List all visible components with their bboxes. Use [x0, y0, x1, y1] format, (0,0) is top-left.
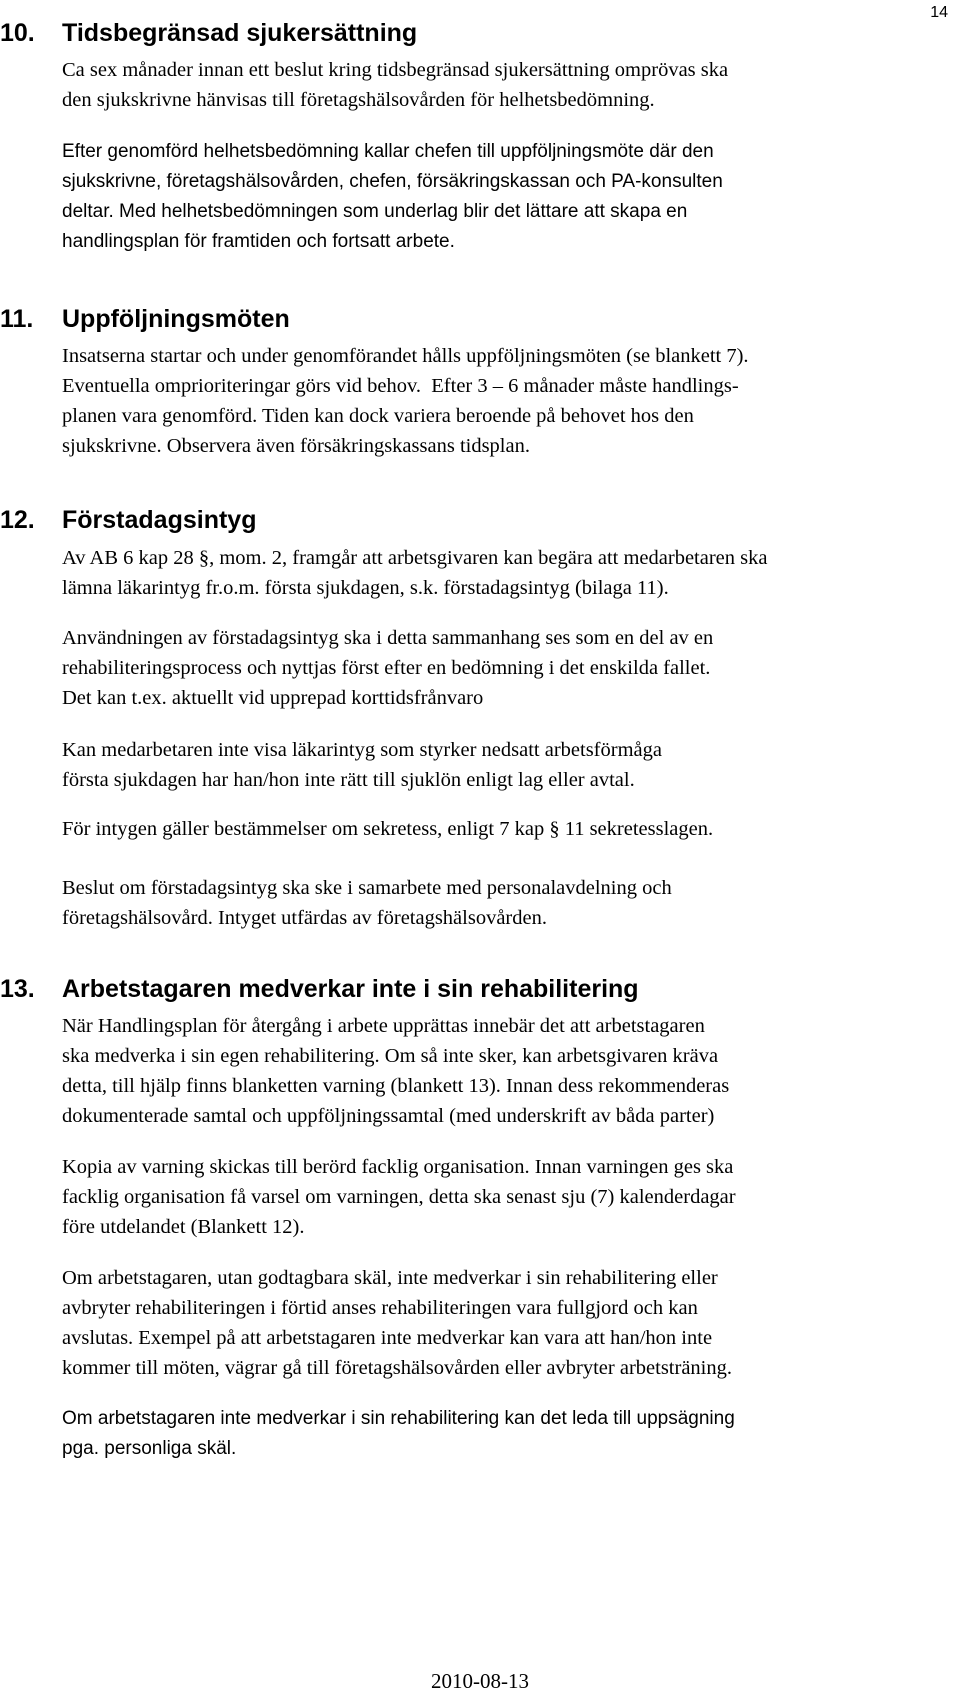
- page-number: 14: [930, 4, 948, 21]
- text-line: pga. personliga skäl.: [62, 1438, 237, 1459]
- text-line: handlingsplan för framtiden och fortsatt arbete.: [62, 231, 455, 252]
- text-line: När Handlingsplan för återgång i arbete upprättas innebär det att arbetstagaren: [62, 1015, 705, 1037]
- text-line: rehabiliteringsprocess och nyttjas först efter en bedömning i det enskilda fallet.: [62, 657, 711, 679]
- section-number: 10.: [0, 19, 35, 47]
- paragraph: [62, 623, 942, 713]
- text-line: facklig organisation få varsel om varningen, detta ska senast sju (7) kalenderdagar: [62, 1186, 736, 1208]
- section-title: Uppföljningsmöten: [62, 305, 290, 333]
- text-line: företagshälsovård. Intyget utfärdas av företagshälsovården.: [62, 907, 547, 929]
- paragraph: [62, 873, 942, 933]
- text-line: Kopia av varning skickas till berörd facklig organisation. Innan varningen ges ska: [62, 1156, 734, 1178]
- text-line: kommer till möten, vägrar gå till företagshälsovården eller avbryter arbetsträning.: [62, 1357, 732, 1379]
- paragraph: [62, 137, 942, 257]
- text-line: första sjukdagen har han/hon inte rätt till sjuklön enligt lag eller avtal.: [62, 769, 635, 791]
- paragraph: [62, 814, 942, 844]
- text-line: För intygen gäller bestämmelser om sekretess, enligt 7 kap § 11 sekretesslagen.: [62, 818, 714, 840]
- text-line: Kan medarbetaren inte visa läkarintyg som styrker nedsatt arbetsförmåga: [62, 739, 662, 761]
- text-fragment: deltar.: [62, 201, 114, 222]
- paragraph: [62, 1011, 942, 1131]
- footer-date: 2010-08-13: [431, 1669, 529, 1693]
- section-title: Förstadagsintyg: [62, 506, 257, 534]
- text-line: detta, till hjälp finns blanketten varning (blankett 13). Innan dess rekommenderas: [62, 1075, 730, 1097]
- section-heading-10: [0, 21, 417, 46]
- paragraph: [62, 1404, 942, 1464]
- text-line: den sjukskrivne hänvisas till företagshälsovården för helhetsbedömning.: [62, 89, 655, 111]
- text-line: lämna läkarintyg fr.o.m. första sjukdagen, s.k. förstadagsintyg (bilaga 11).: [62, 577, 669, 599]
- paragraph: [62, 1263, 942, 1383]
- text-line: Eventuella omprioriteringar görs vid behov. Efter 3 – 6 månader måste handlings-: [62, 375, 739, 397]
- text-line: Beslut om förstadagsintyg ska ske i samarbete med personalavdelning och: [62, 877, 672, 899]
- text-line: Om arbetstagaren inte medverkar i sin rehabilitering kan det leda till uppsägning: [62, 1408, 735, 1429]
- section-heading-13: [0, 977, 639, 1002]
- text-line: Insatserna startar och under genomförandet hålls uppföljningsmöten (se blankett 7).: [62, 345, 749, 367]
- section-number: 11.: [0, 305, 34, 333]
- text-line: Användningen av förstadagsintyg ska i detta sammanhang ses som en del av en: [62, 627, 714, 649]
- text-line: avbryter rehabiliteringen i förtid anses rehabiliteringen vara fullgjord och kan: [62, 1297, 698, 1319]
- text-line: dokumenterade samtal och uppföljningssamtal (med underskrift av båda parter): [62, 1105, 715, 1127]
- text-line: avslutas. Exempel på att arbetstagaren inte medverkar kan vara att han/hon inte: [62, 1327, 713, 1349]
- paragraph: [62, 341, 942, 461]
- text-line: planen vara genomförd. Tiden kan dock variera beroende på behovet hos den: [62, 405, 694, 427]
- paragraph: [62, 55, 942, 115]
- text-fragment: Med helhetsbedömningen som underlag blir det lättare att skapa en: [119, 201, 688, 222]
- section-number: 12.: [0, 506, 35, 534]
- section-heading-11: [0, 307, 290, 332]
- text-line: Av AB 6 kap 28 §, mom. 2, framgår att arbetsgivaren kan begära att medarbetaren ska: [62, 547, 768, 569]
- text-line: sjukskrivne. Observera även försäkringskassans tidsplan.: [62, 435, 530, 457]
- text-line: sjukskrivne, företagshälsovården, chefen, försäkringskassan och PA-konsulten: [62, 171, 723, 192]
- text-line: [62, 197, 942, 227]
- paragraph: [62, 1152, 942, 1242]
- section-title: Arbetstagaren medverkar inte i sin rehabilitering: [62, 975, 639, 1003]
- text-line: Ca sex månader innan ett beslut kring tidsbegränsad sjukersättning omprövas ska: [62, 59, 729, 81]
- text-line: före utdelandet (Blankett 12).: [62, 1216, 305, 1238]
- text-line: ska medverka i sin egen rehabilitering. Om så inte sker, kan arbetsgivaren kräva: [62, 1045, 719, 1067]
- section-number: 13.: [0, 975, 35, 1003]
- text-line: Om arbetstagaren, utan godtagbara skäl, inte medverkar i sin rehabilitering eller: [62, 1267, 718, 1289]
- paragraph: [62, 735, 942, 795]
- section-heading-12: [0, 508, 256, 533]
- paragraph: [62, 543, 942, 603]
- text-line: Efter genomförd helhetsbedömning kallar chefen till uppföljningsmöte där den: [62, 141, 714, 162]
- section-title: Tidsbegränsad sjukersättning: [62, 19, 418, 47]
- text-line: Det kan t.ex. aktuellt vid upprepad korttidsfrånvaro: [62, 687, 484, 709]
